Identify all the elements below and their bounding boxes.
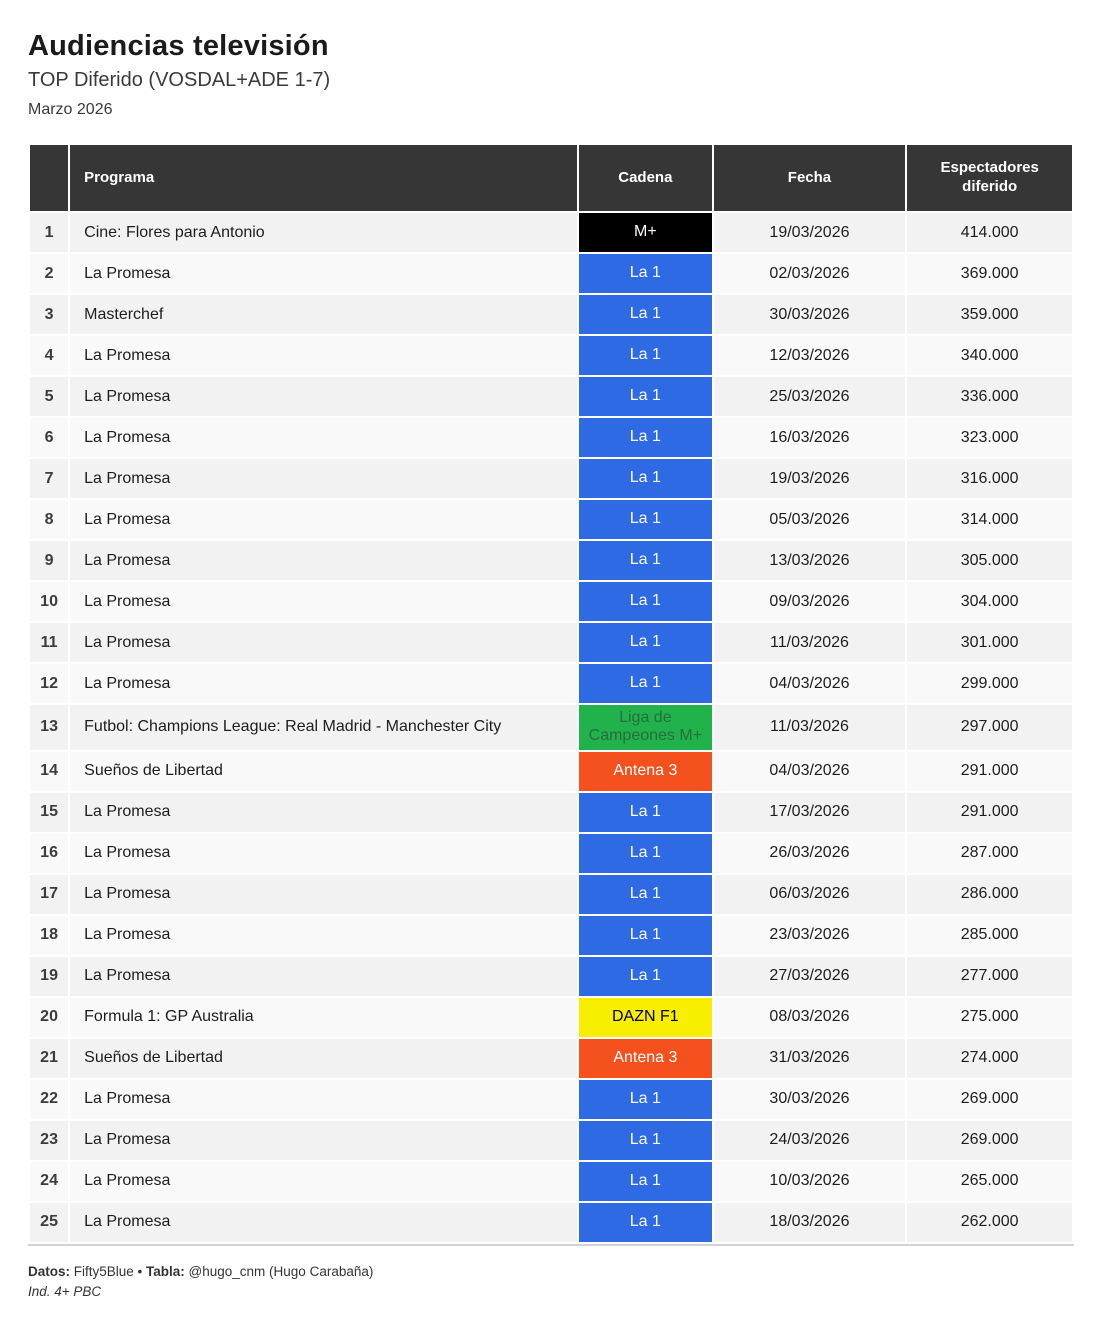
viewers-cell: 265.000 (907, 1162, 1072, 1201)
column-header-programa: Programa (70, 145, 577, 211)
date-cell: 11/03/2026 (714, 705, 906, 750)
program-cell: Formula 1: GP Australia (70, 998, 577, 1037)
channel-badge: La 1 (579, 582, 712, 621)
channel-badge: La 1 (579, 875, 712, 914)
program-cell: Cine: Flores para Antonio (70, 213, 577, 252)
datos-value: Fifty5Blue (70, 1263, 138, 1279)
channel-badge: La 1 (579, 377, 712, 416)
date-cell: 08/03/2026 (714, 998, 906, 1037)
table-row (30, 336, 1072, 375)
date-cell: 02/03/2026 (714, 254, 906, 293)
program-cell: La Promesa (70, 336, 577, 375)
channel-badge: La 1 (579, 1203, 712, 1242)
channel-badge: La 1 (579, 623, 712, 662)
date-cell: 11/03/2026 (714, 623, 906, 662)
viewers-cell: 275.000 (907, 998, 1072, 1037)
channel-badge: La 1 (579, 541, 712, 580)
rank-cell: 23 (30, 1121, 68, 1160)
program-cell: La Promesa (70, 500, 577, 539)
rank-cell: 19 (30, 957, 68, 996)
viewers-cell: 316.000 (907, 459, 1072, 498)
rank-cell: 4 (30, 336, 68, 375)
channel-badge: La 1 (579, 500, 712, 539)
date-cell: 19/03/2026 (714, 213, 906, 252)
table-row (30, 916, 1072, 955)
program-cell: La Promesa (70, 1162, 577, 1201)
table-row (30, 377, 1072, 416)
date-cell: 25/03/2026 (714, 377, 906, 416)
table-row (30, 582, 1072, 621)
program-cell: La Promesa (70, 1203, 577, 1242)
table-row (30, 1203, 1072, 1242)
viewers-cell: 285.000 (907, 916, 1072, 955)
table-row (30, 793, 1072, 832)
channel-badge: La 1 (579, 664, 712, 703)
rank-cell: 25 (30, 1203, 68, 1242)
viewers-cell: 369.000 (907, 254, 1072, 293)
channel-badge: La 1 (579, 916, 712, 955)
rank-cell: 7 (30, 459, 68, 498)
audience-table (28, 143, 1074, 1246)
table-row (30, 875, 1072, 914)
program-cell: La Promesa (70, 664, 577, 703)
viewers-cell: 414.000 (907, 213, 1072, 252)
channel-badge: La 1 (579, 834, 712, 873)
date-cell: 04/03/2026 (714, 664, 906, 703)
program-cell: La Promesa (70, 916, 577, 955)
table-row (30, 1121, 1072, 1160)
rank-cell: 3 (30, 295, 68, 334)
date-cell: 05/03/2026 (714, 500, 906, 539)
rank-cell: 17 (30, 875, 68, 914)
program-cell: La Promesa (70, 623, 577, 662)
rank-cell: 6 (30, 418, 68, 457)
table-row (30, 541, 1072, 580)
program-cell: La Promesa (70, 541, 577, 580)
viewers-cell: 297.000 (907, 705, 1072, 750)
rank-cell: 11 (30, 623, 68, 662)
rank-cell: 13 (30, 705, 68, 750)
viewers-cell: 336.000 (907, 377, 1072, 416)
program-cell: La Promesa (70, 834, 577, 873)
page-subtitle: TOP Diferido (VOSDAL+ADE 1-7) (28, 69, 331, 91)
viewers-cell: 359.000 (907, 295, 1072, 334)
channel-badge: La 1 (579, 793, 712, 832)
table-row (30, 500, 1072, 539)
program-cell: La Promesa (70, 459, 577, 498)
date-cell: 24/03/2026 (714, 1121, 906, 1160)
viewers-cell: 287.000 (907, 834, 1072, 873)
channel-badge: La 1 (579, 1162, 712, 1201)
viewers-cell: 262.000 (907, 1203, 1072, 1242)
table-row (30, 623, 1072, 662)
viewers-cell: 314.000 (907, 500, 1072, 539)
channel-badge: M+ (579, 213, 712, 252)
table-row (30, 295, 1072, 334)
date-cell: 19/03/2026 (714, 459, 906, 498)
column-header-rank (30, 145, 68, 211)
header-row (30, 145, 1072, 211)
date-cell: 27/03/2026 (714, 957, 906, 996)
viewers-cell: 291.000 (907, 793, 1072, 832)
table-row (30, 254, 1072, 293)
viewers-cell: 286.000 (907, 875, 1072, 914)
rank-cell: 2 (30, 254, 68, 293)
table-row (30, 664, 1072, 703)
viewers-cell: 274.000 (907, 1039, 1072, 1078)
rank-cell: 9 (30, 541, 68, 580)
rank-cell: 24 (30, 1162, 68, 1201)
channel-badge: La 1 (579, 418, 712, 457)
date-cell: 31/03/2026 (714, 1039, 906, 1078)
program-cell: La Promesa (70, 377, 577, 416)
program-cell: La Promesa (70, 793, 577, 832)
table-body (30, 213, 1072, 1242)
program-cell: La Promesa (70, 957, 577, 996)
date-cell: 06/03/2026 (714, 875, 906, 914)
table-row (30, 1039, 1072, 1078)
channel-badge: Antena 3 (579, 752, 712, 791)
channel-badge: La 1 (579, 254, 712, 293)
table-row (30, 752, 1072, 791)
viewers-cell: 299.000 (907, 664, 1072, 703)
footer-credits (28, 1262, 1074, 1282)
date-cell: 04/03/2026 (714, 752, 906, 791)
table-row (30, 418, 1072, 457)
footer-separator: • (137, 1263, 147, 1279)
column-header-espectadores: Espectadores diferido (907, 145, 1072, 211)
table-row (30, 705, 1072, 750)
rank-cell: 22 (30, 1080, 68, 1119)
channel-badge: La 1 (579, 295, 712, 334)
date-cell: 10/03/2026 (714, 1162, 906, 1201)
program-cell: Futbol: Champions League: Real Madrid - Manchester City (70, 705, 577, 750)
tabla-value: @hugo_cnm (Hugo Carabaña) (184, 1263, 374, 1279)
date-cell: 30/03/2026 (714, 295, 906, 334)
table-row (30, 213, 1072, 252)
channel-badge: La 1 (579, 957, 712, 996)
viewers-cell: 304.000 (907, 582, 1072, 621)
program-cell: La Promesa (70, 418, 577, 457)
datos-label: Datos: (28, 1263, 71, 1279)
program-cell: La Promesa (70, 1121, 577, 1160)
rank-cell: 8 (30, 500, 68, 539)
program-cell: La Promesa (70, 582, 577, 621)
viewers-cell: 323.000 (907, 418, 1072, 457)
date-cell: 16/03/2026 (714, 418, 906, 457)
date-cell: 18/03/2026 (714, 1203, 906, 1242)
channel-badge: La 1 (579, 1121, 712, 1160)
channel-badge: La 1 (579, 459, 712, 498)
viewers-cell: 269.000 (907, 1121, 1072, 1160)
program-cell: Masterchef (70, 295, 577, 334)
footer-note: Ind. 4+ PBC (28, 1284, 102, 1300)
rank-cell: 5 (30, 377, 68, 416)
viewers-cell: 340.000 (907, 336, 1072, 375)
rank-cell: 20 (30, 998, 68, 1037)
rank-cell: 16 (30, 834, 68, 873)
tabla-label: Tabla: (146, 1263, 185, 1279)
date-cell: 23/03/2026 (714, 916, 906, 955)
viewers-cell: 277.000 (907, 957, 1072, 996)
rank-cell: 21 (30, 1039, 68, 1078)
rank-cell: 10 (30, 582, 68, 621)
date-cell: 17/03/2026 (714, 793, 906, 832)
rank-cell: 1 (30, 213, 68, 252)
period-label: Marzo 2026 (28, 101, 113, 118)
viewers-cell: 301.000 (907, 623, 1072, 662)
table-row (30, 1080, 1072, 1119)
date-cell: 26/03/2026 (714, 834, 906, 873)
rank-cell: 12 (30, 664, 68, 703)
viewers-cell: 305.000 (907, 541, 1072, 580)
rank-cell: 15 (30, 793, 68, 832)
channel-badge: Liga de Campeones M+ (579, 705, 712, 750)
channel-badge: La 1 (579, 336, 712, 375)
footer (28, 1262, 1074, 1303)
program-cell: Sueños de Libertad (70, 1039, 577, 1078)
channel-badge: Antena 3 (579, 1039, 712, 1078)
program-cell: La Promesa (70, 254, 577, 293)
date-cell: 12/03/2026 (714, 336, 906, 375)
table-row (30, 998, 1072, 1037)
table-row (30, 957, 1072, 996)
channel-badge: DAZN F1 (579, 998, 712, 1037)
table-row (30, 1162, 1072, 1201)
program-cell: La Promesa (70, 875, 577, 914)
table-row (30, 459, 1072, 498)
viewers-cell: 269.000 (907, 1080, 1072, 1119)
channel-badge: La 1 (579, 1080, 712, 1119)
program-cell: La Promesa (70, 1080, 577, 1119)
date-cell: 13/03/2026 (714, 541, 906, 580)
table-row (30, 834, 1072, 873)
date-cell: 30/03/2026 (714, 1080, 906, 1119)
rank-cell: 18 (30, 916, 68, 955)
program-cell: Sueños de Libertad (70, 752, 577, 791)
rank-cell: 14 (30, 752, 68, 791)
column-header-fecha: Fecha (714, 145, 906, 211)
column-header-cadena: Cadena (579, 145, 712, 211)
viewers-cell: 291.000 (907, 752, 1072, 791)
date-cell: 09/03/2026 (714, 582, 906, 621)
page-title: Audiencias televisión (28, 30, 329, 62)
table-header (30, 145, 1072, 211)
